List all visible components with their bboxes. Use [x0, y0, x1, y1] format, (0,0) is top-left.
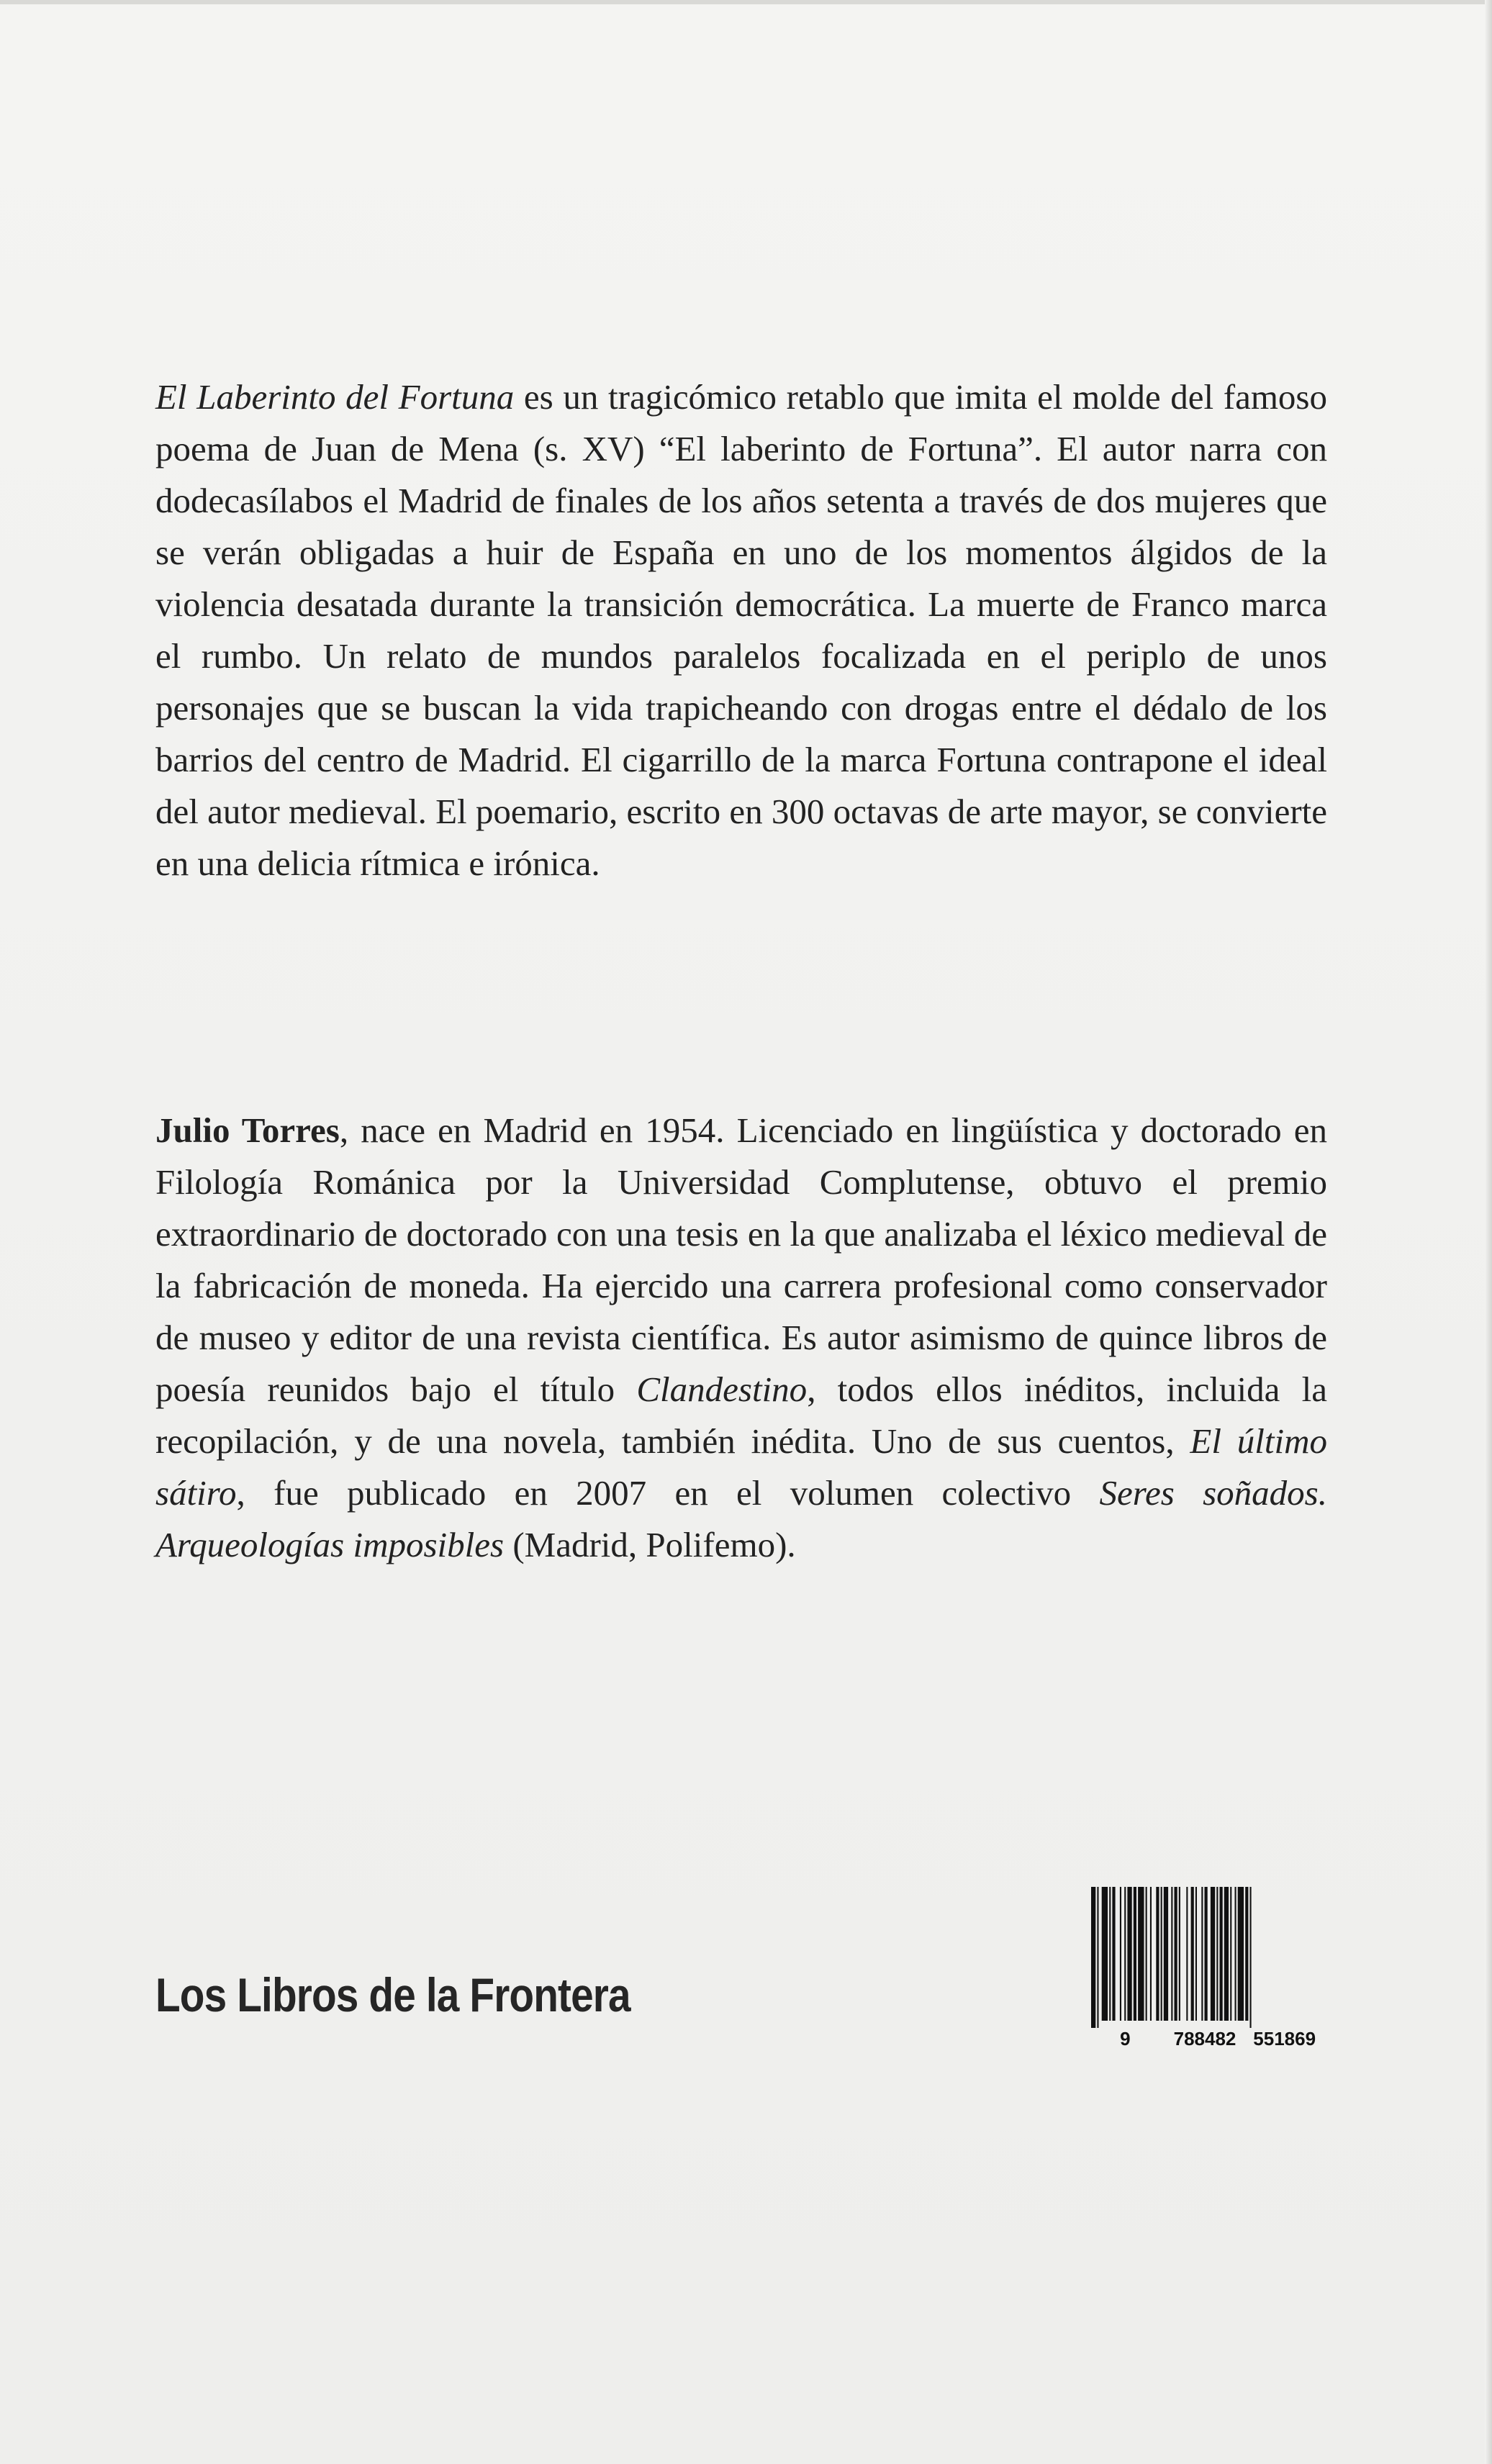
barcode-bar	[1161, 1887, 1162, 2021]
barcode-bar	[1211, 1887, 1215, 2021]
barcode-bar	[1164, 1887, 1168, 2021]
synopsis-text: es un tragicómico retablo que imita el molde del famoso poema de Juan de Mena (s. XV) “El laberinto de Fortuna”. El autor narra con dodecasílabos el Madrid de finales de los años setenta a través de dos mujeres que se verán obligadas a huir de España en uno de los momentos álgidos de la violencia desatada durante la transición democrática. La muerte de Franco marca el rumbo. Un relato de mundos paralelos focalizada en el periplo de unos personajes que se buscan la vida trapicheando con drogas entre el dédalo de los barrios del centro de Madrid. El cigarrillo de la marca Fortuna contrapone el ideal del autor medieval. El poemario, escrito en 300 octavas de arte mayor, se convierte en una delicia rítmica e irónica.	[155, 377, 1328, 883]
barcode-bar	[1124, 1887, 1126, 2021]
barcode-bar	[1171, 1887, 1172, 2021]
barcode-bar	[1216, 1887, 1218, 2021]
isbn-barcode	[1085, 1887, 1324, 2057]
barcode-bar	[1102, 1887, 1108, 2021]
barcode-bar	[1230, 1887, 1231, 2021]
barcode-bar	[1120, 1887, 1121, 2021]
barcode-bar	[1235, 1887, 1236, 2021]
barcode-bar	[1156, 1887, 1159, 2021]
barcode-digit-group: 9	[1120, 2028, 1131, 2049]
barcode-bar	[1134, 1887, 1136, 2021]
barcode-bar	[1224, 1887, 1229, 2021]
work-title-ultimo-satiro: El último sátiro	[155, 1421, 1327, 1513]
barcode-bar	[1238, 1887, 1244, 2021]
barcode-digit-group: 551869	[1253, 2028, 1316, 2049]
barcode-bar	[1138, 1887, 1144, 2021]
author-name: Julio Torres	[155, 1110, 340, 1150]
barcode-digit-group: 788482	[1173, 2028, 1236, 2049]
barcode-bar	[1112, 1887, 1115, 2021]
barcode-bar	[1150, 1887, 1152, 2021]
barcode-bar	[1091, 1887, 1095, 2028]
barcode-bar	[1191, 1887, 1194, 2021]
synopsis-paragraph	[155, 371, 1327, 889]
barcode-digits	[1085, 2028, 1324, 2050]
barcode-bar	[1186, 1887, 1188, 2021]
book-title: El Laberinto del Fortuna	[155, 377, 515, 417]
bio-text-4: (Madrid, Polifemo).	[504, 1525, 796, 1564]
barcode-bar	[1146, 1887, 1147, 2021]
barcode-bar	[1097, 1887, 1098, 2028]
bio-text-2: , todos ellos inéditos, incluida la recopilación, y de una novela, también inédita. Uno de sus cuentos,	[155, 1369, 1328, 1461]
barcode-bar	[1109, 1887, 1111, 2021]
bio-text-1: , nace en Madrid en 1954. Licenciado en lingüística y doctorado en Filología Románica por la Universidad Complutense, obtuvo el premio extraordinario de doctorado con una tesis en la que analizaba el léxico medieval de la fabricación de moneda. Ha ejercido una carrera profesional como conservador de museo y editor de una revista científica. Es autor asimismo de quince libros de poesía reunidos bajo el título	[155, 1110, 1327, 1409]
barcode-bar	[1179, 1887, 1180, 2021]
barcode-bars	[1085, 1887, 1324, 2028]
barcode-bar	[1201, 1887, 1203, 2021]
publisher-name: Los Libros de la Frontera	[155, 1968, 630, 2021]
bio-text-3: , fue publicado en 2007 en el volumen colectivo	[236, 1473, 1100, 1513]
work-title-seres-sonados: Seres soñados. Arqueologías imposibles	[155, 1473, 1327, 1564]
barcode-bar	[1205, 1887, 1208, 2021]
barcode-bar	[1220, 1887, 1223, 2021]
page-right-edge	[1485, 0, 1492, 2464]
barcode-bar	[1250, 1887, 1252, 2028]
barcode-bar	[1245, 1887, 1248, 2021]
page-top-edge	[0, 0, 1492, 4]
work-title-clandestino: Clandestino	[636, 1369, 808, 1409]
barcode-bar	[1175, 1887, 1177, 2021]
barcode-bar	[1127, 1887, 1131, 2021]
barcode-bar	[1195, 1887, 1197, 2021]
author-bio-paragraph	[155, 1105, 1327, 1571]
